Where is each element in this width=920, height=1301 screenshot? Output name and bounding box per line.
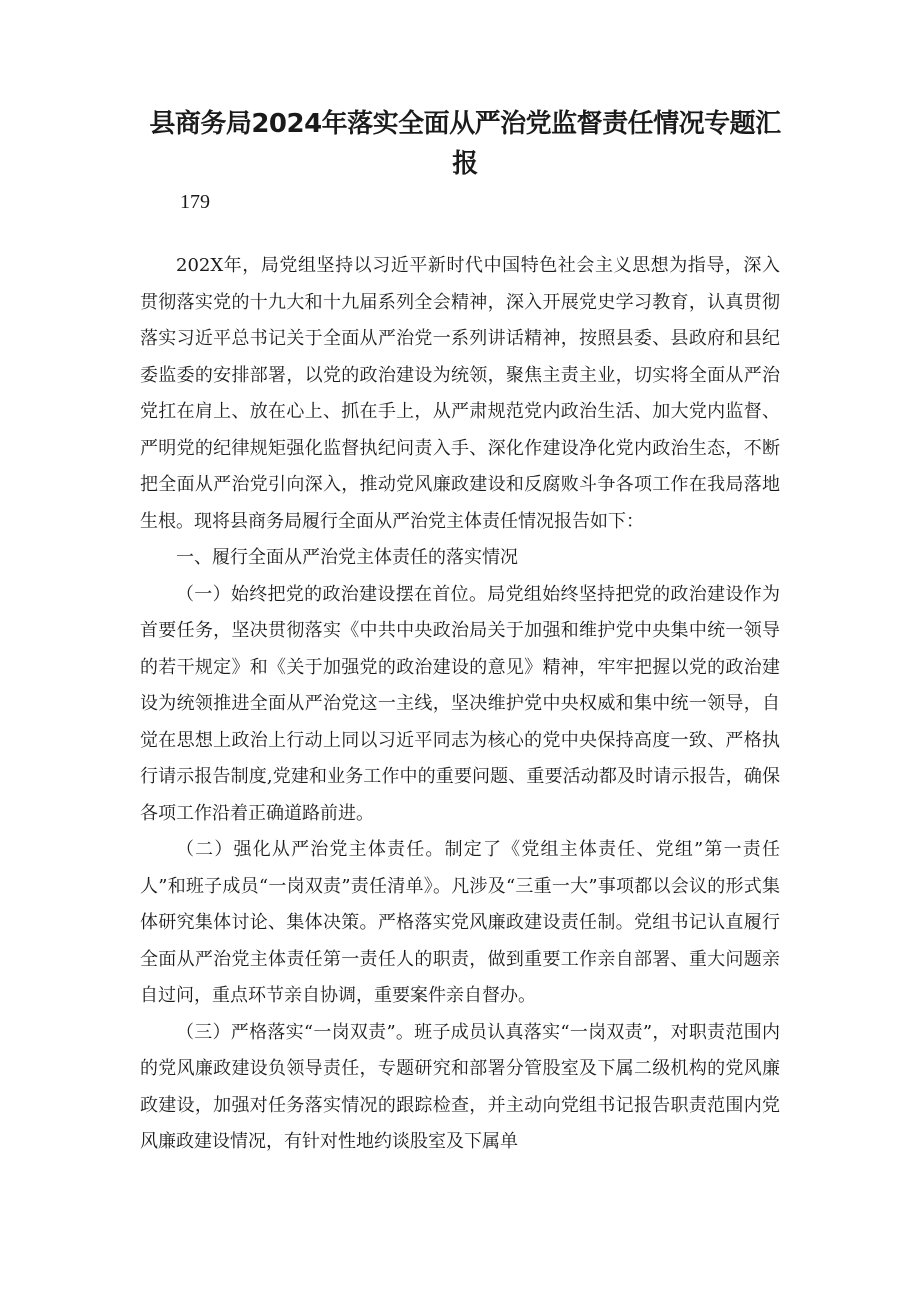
intro-paragraph: 202X年，局党组坚持以习近平新时代中国特色社会主义思想为指导，深入贯彻落实党的十九大和十九届系列全会精神，深入开展党史学习教育，认真贯彻落实习近平总书记关于全面从严治党一系列讲话精神，按照县委、县政府和县纪委监委的安排部署，以党的政治建设为统领，聚焦主责主业，切实将全面从严治党扛在肩上、放在心上、抓在手上，从严肃规范党内政治生活、加大党内监督、严明党的纪律规矩强化监督执纪问责入手、深化作建设净化党内政治生态，不断把全面从严治党引向深入，推动党风廉政建设和反腐败斗争各项工作在我局落地生根。现将县商务局履行全面从严治党主体责任情况报告如下：: [140, 255, 780, 532]
document-title: 县商务局2024年落实全面从严治党监督责任情况专题汇报: [149, 109, 781, 179]
subsection-paragraph-1: （一）始终把党的政治建设摆在首位。局党组始终坚持把党的政治建设作为首要任务，坚决贯彻落实《中共中央政治局关于加强和维护党中央集中统一领导的若干规定》和《关于加强党的政治建设的意见》精神，牢牢把握以党的政治建设为统领推进全面从严治党这一主线，坚决维护党中央权威和集中统一领导，自觉在思想上政治上行动上同以习近平同志为核心的党中央保持高度一致、严格执行请示报告制度,党建和业务工作中的重要问题、重要活动都及时请示报告，确保各项工作沿着正确道路前进。: [140, 583, 780, 824]
document-number: 179: [180, 191, 210, 213]
subsection-paragraph-3: （三）严格落实“一岗双责”。班子成员认真落实“一岗双责”，对职责范围内的党风廉政建设负领导责任，专题研究和部署分管股室及下属二级机构的党风廉政建设，加强对任务落实情况的跟踪检查，并主动向党组书记报告职责范围内党风廉政建设情况，有针对性地约谈股室及下属单: [140, 1021, 780, 1152]
section-heading-1: 一、履行全面从严治党主体责任的落实情况: [176, 547, 518, 568]
document-body: [140, 248, 780, 1161]
subsection-paragraph-2: （二）强化从严治党主体责任。制定了《党组主体责任、党组”第一责任人”和班子成员“一岗双责”责任清单》。凡涉及“三重一大”事项都以会议的形式集体研究集体讨论、集体决策。严格落实党风廉政建设责任制。党组书记认直履行全面从严治党主体责任第一责任人的职责，做到重要工作亲自部署、重大问题亲自过问，重点环节亲自协调，重要案件亲自督办。: [140, 839, 780, 1006]
